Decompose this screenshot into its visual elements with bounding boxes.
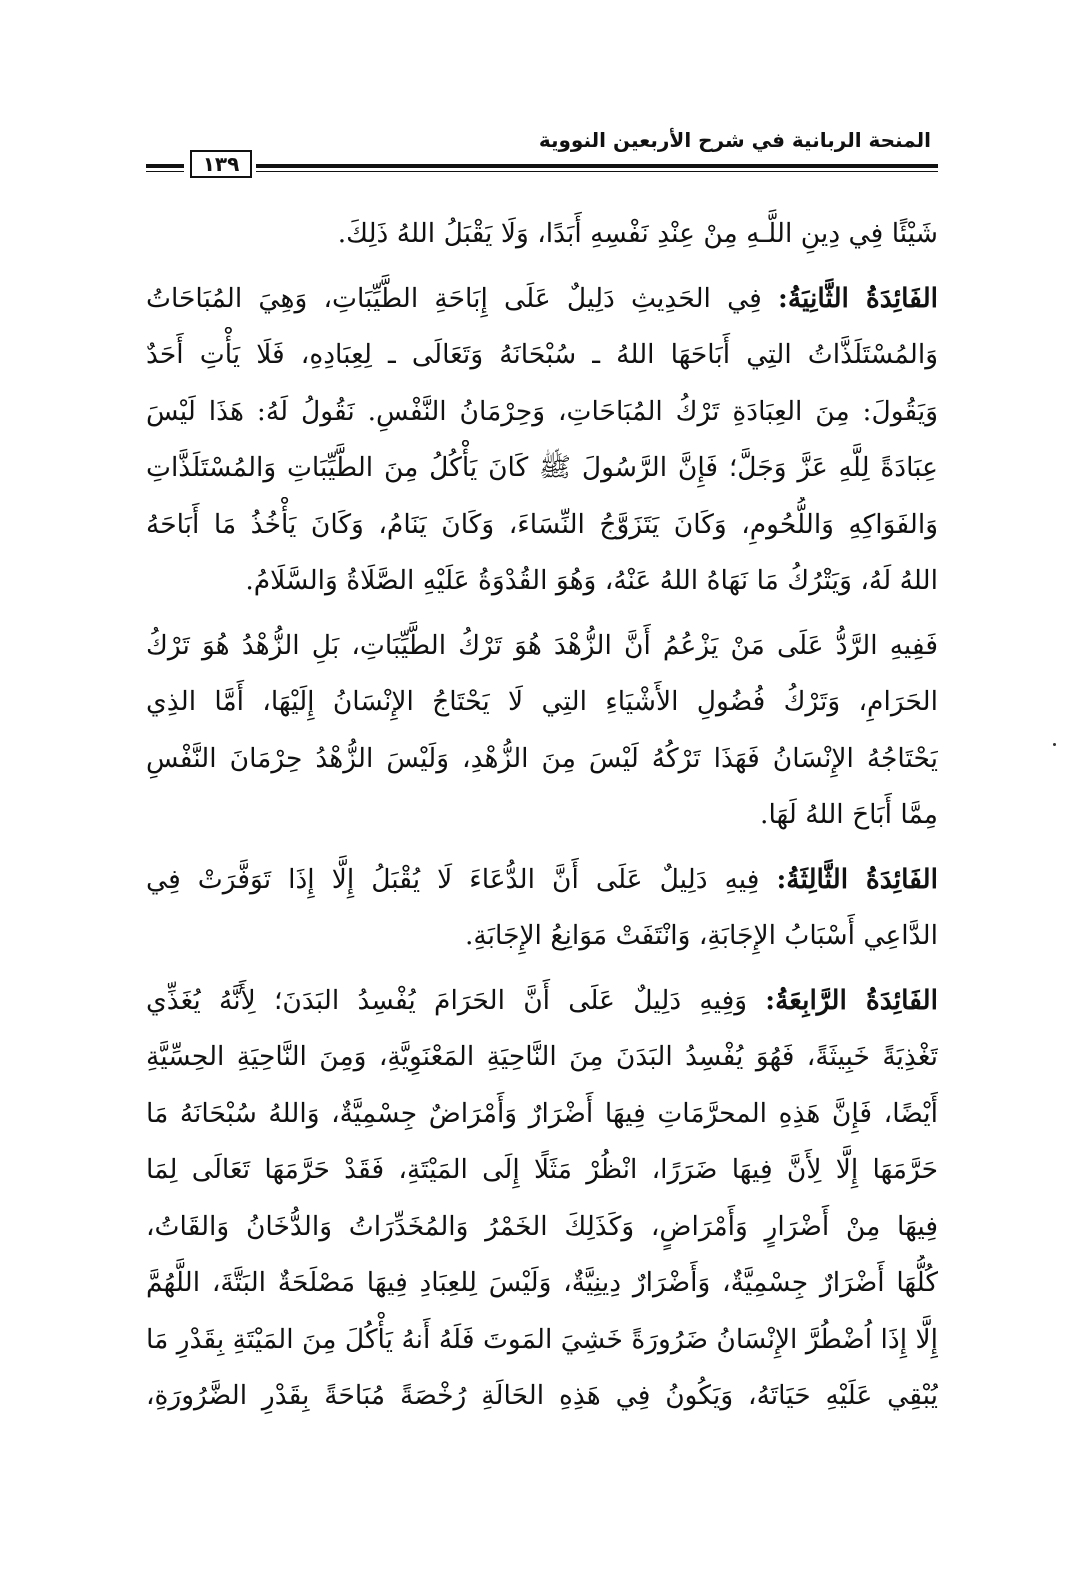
text-line [146, 1368, 938, 1425]
text-line [146, 206, 938, 263]
line-text: فِي الحَدِيثِ دَلِيلٌ عَلَى إِبَاحَةِ الطَّيِّبَاتِ، وَهِيَ المُبَاحَاتُ [146, 282, 779, 314]
rule-left-thin [146, 171, 184, 172]
text-line [146, 440, 938, 497]
line-text: تَغْذِيَةً خَبِيثَةً، فَهُوَ يُفْسِدُ البَدَنَ مِنَ النَّاحِيَةِ المَعْنَوِيَّةِ، وَمِنَ النَّاحِيَةِ الحِسِّيَّةِ [146, 1041, 938, 1072]
line-text: شَيْئًا فِي دِينِ اللَّـهِ مِنْ عِنْدِ نَفْسِهِ أَبَدًا، وَلَا يَقْبَلُ اللهُ ذَلِكَ. [337, 218, 938, 249]
line-text: وَفِيهِ دَلِيلٌ عَلَى أَنَّ الحَرَامَ يُفْسِدُ البَدَنَ؛ لِأَنَّهُ يُغَذِّي [146, 984, 766, 1016]
line-text: حَرَّمَهَا إِلَّا لِأَنَّ فِيهَا ضَرَرًا، انْظُرْ مَثَلًا إِلَى المَيْتَةِ، فَقَدْ حَرَّمَهَا تَعَالَى لِمَا [146, 1154, 938, 1185]
text-line [146, 497, 938, 554]
rule-left-thick [146, 164, 184, 168]
line-text: فَفِيهِ الرَّدُّ عَلَى مَنْ يَزْعُمُ أَنَّ الزُّهْدَ هُوَ تَرْكُ الطَّيِّبَاتِ، بَلِ الزُّهْدُ هُوَ تَرْكُ [146, 629, 938, 661]
scan-speck [1053, 743, 1056, 746]
header-rule [146, 150, 938, 180]
text-line [146, 618, 938, 675]
line-text: وَيَقُولَ: مِنَ العِبَادَةِ تَرْكُ المُبَاحَاتِ، وَحِرْمَانُ النَّفْسِ. نَقُولُ لَهُ: هَذَا لَيْسَ [146, 395, 938, 427]
line-text: كُلُّهَا أَضْرَارٌ جِسْمِيَّةٌ، وَأَضْرَارٌ دِينِيَّةٌ، وَلَيْسَ لِلعِبَادِ فِيهَا مَصْلَحَةٌ البَتَّةَ، اللَّهُمَّ [146, 1267, 938, 1298]
text-line [146, 1086, 938, 1143]
line-text: فِيهَا مِنْ أَضْرَارٍ وَأَمْرَاضٍ، وَكَذَلِكَ الخَمْرُ وَالمُخَدِّرَاتُ وَالدُّخَانُ وَالقَاتُ، [146, 1210, 938, 1242]
line-text: عِبَادَةً لِلَّهِ عَزَّ وَجَلَّ؛ فَإِنَّ الرَّسُولَ ﷺ كَانَ يَأْكُلُ مِنَ الطَّيِّبَاتِ وَالمُسْتَلَذَّاتِ [146, 452, 938, 483]
line-text: مِمَّا أَبَاحَ اللهُ لَهَا. [760, 799, 938, 830]
text-line [146, 674, 938, 731]
text-line [146, 1255, 938, 1312]
text-line [146, 908, 938, 965]
line-text: إِلَّا إِذَا اُضْطُرَّ الإِنْسَانُ ضَرُورَةً خَشِيَ المَوتَ فَلَهُ أَنهُ يَأْكُلَ مِنَ المَيْتَةِ بِقَدْرِ مَا [146, 1323, 938, 1355]
line-text: يَحْتَاجُهُ الإِنْسَانُ فَهَذَا تَرْكُهُ لَيْسَ مِنَ الزُّهْدِ، وَلَيْسَ الزُّهْدُ حِرْمَانَ النَّفْسِ [146, 742, 938, 774]
text-line [146, 852, 938, 909]
line-text: وَالفَوَاكِهِ وَاللُّحُومِ، وَكَانَ يَتَزَوَّجُ النِّسَاءَ، وَكَانَ يَنَامُ، وَكَانَ يَأْخُذُ مَا أَبَاحَهُ [146, 508, 938, 540]
running-header: المنحة الربانية في شرح الأربعين النووية [538, 128, 931, 152]
line-text: يُبْقِي عَلَيْهِ حَيَاتَهُ، وَيَكُونُ فِي هَذِهِ الحَالَةِ رُخْصَةً مُبَاحَةً بِقَدْرِ الضَّرُورَةِ، [146, 1380, 938, 1411]
line-text: اللهُ لَهُ، وَيَتْرُكُ مَا نَهَاهُ اللهُ عَنْهُ، وَهُوَ القُدْوَةُ عَلَيْهِ الصَّلَاةُ وَالسَّلَامُ. [245, 565, 938, 596]
text-line [146, 1199, 938, 1256]
section-heading: الفَائِدَةُ الثَّانِيَةُ: [778, 282, 938, 314]
rule-right-thin [256, 171, 938, 172]
text-line [146, 1029, 938, 1086]
text-line [146, 553, 938, 610]
section-heading: الفَائِدَةُ الرَّابِعَةُ: [765, 984, 938, 1016]
line-text: وَالمُسْتَلَذَّاتُ التِي أَبَاحَهَا اللهُ ـ سُبْحَانَهُ وَتَعَالَى ـ لِعِبَادِهِ، فَلَا يَأْتِ أَحَدٌ [146, 339, 938, 370]
section-heading: الفَائِدَةُ الثَّالِثَةُ: [776, 863, 938, 895]
page-number: ١٣٩ [190, 150, 252, 178]
body-text [146, 206, 938, 1425]
line-text: الحَرَامِ، وَتَرْكُ فُضُولِ الأَشْيَاءِ التِي لَا يَحْتَاجُ الإِنْسَانُ إِلَيْهَا، أَمَّا الذِي [146, 686, 938, 717]
rule-right-thick [256, 164, 938, 168]
line-text: فِيهِ دَلِيلٌ عَلَى أَنَّ الدُّعَاءَ لَا يُقْبَلُ إِلَّا إِذَا تَوَفَّرَتْ فِي [146, 863, 777, 895]
text-line [146, 1312, 938, 1369]
text-line [146, 327, 938, 384]
text-line [146, 731, 938, 788]
line-text: الدَّاعِي أَسْبَابُ الإِجَابَةِ، وَانْتَفَتْ مَوَانِعُ الإِجَابَةِ. [464, 920, 938, 951]
text-line [146, 787, 938, 844]
text-line [146, 271, 938, 328]
text-line [146, 1142, 938, 1199]
text-line [146, 973, 938, 1030]
line-text: أَيْضًا، فَإِنَّ هَذِهِ المحرَّمَاتِ فِيهَا أَضْرَارٌ وَأَمْرَاضٌ جِسْمِيَّةٌ، وَاللهُ سُبْحَانَهُ مَا [146, 1097, 938, 1129]
text-line [146, 384, 938, 441]
